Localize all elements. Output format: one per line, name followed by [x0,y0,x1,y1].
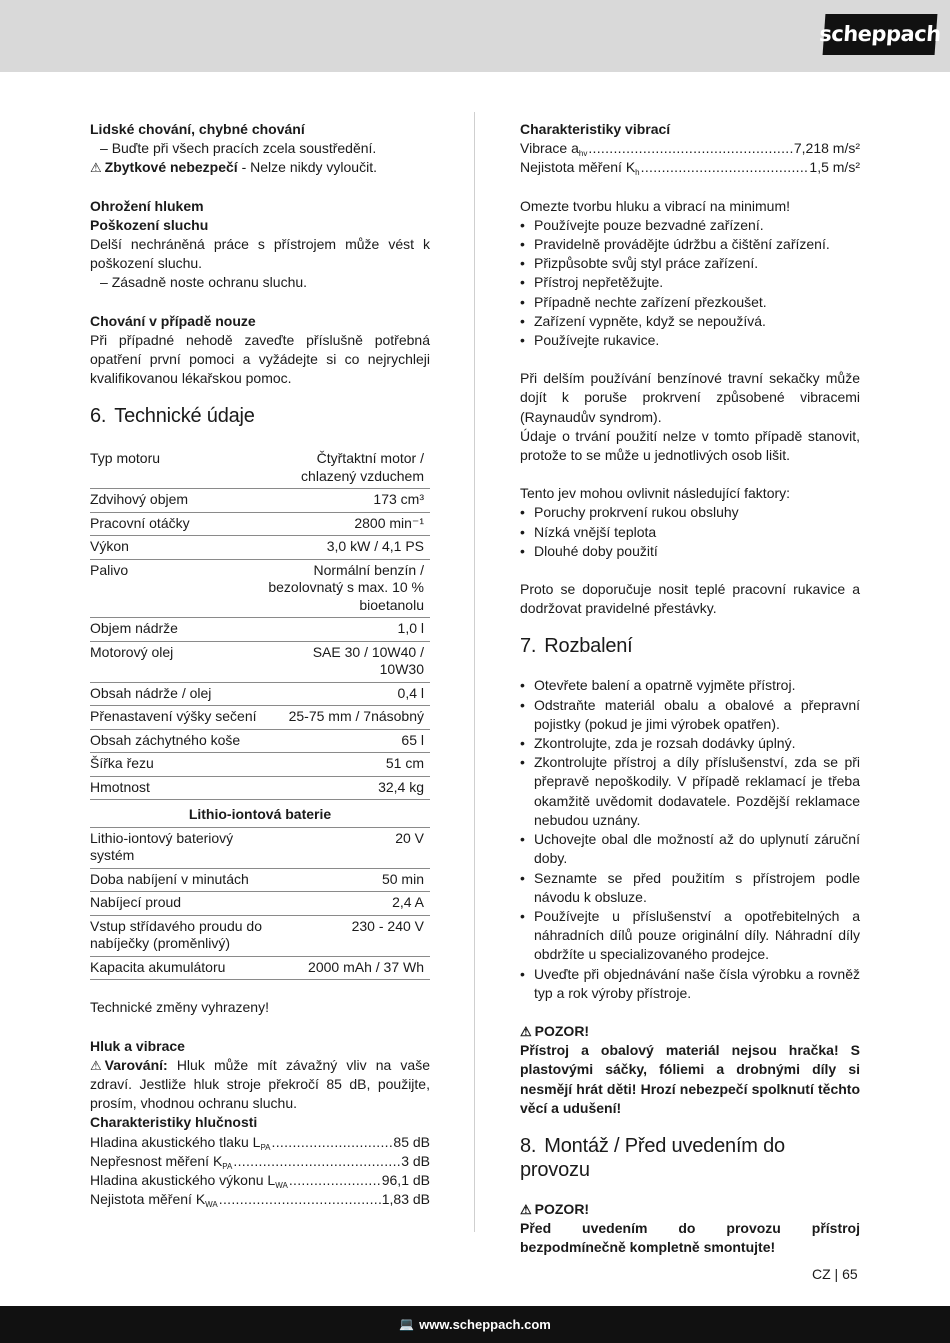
warning-icon: ⚠ [520,1201,532,1217]
spec-label: Palivo [90,559,265,618]
hearing-dash-item: – Zásadně noste ochranu sluchu. [90,273,430,292]
dot-leader [233,1152,400,1171]
spec-row [90,641,430,682]
raynaud-text: Při delším používání benzínové travní sekačky může dojít k poruše prokrvení způsobené vibracemi (Raynaudův syndrom). [520,370,860,425]
spec-label: Přenastavení výšky sečení [90,706,265,730]
dot-leader [641,158,809,177]
battery-section-row [90,800,430,828]
spec-value: SAE 30 / 10W40 / 10W30 [265,641,430,682]
measurement-label-text: Nejistota měření K [90,1191,206,1208]
spec-label: Obsah záchytného koše [90,729,265,753]
list-item: • Používejte pouze bezvadné zařízení. [520,216,860,235]
spec-label: Obsah nádrže / olej [90,682,265,706]
list-item: • Zařízení vypněte, když se nepoužívá. [520,312,860,331]
spec-row [90,559,430,618]
noise-char-title: Charakteristiky hlučnosti [90,1114,258,1131]
battery-label: Lithio-iontový bateriový systém [90,827,265,868]
human-title: Lidské chování, chybné chování [90,121,305,137]
section-6-heading [90,404,430,428]
list-item: • Případně nechte zařízení přezkoušet. [520,293,860,312]
measurement-subscript: WA [275,1181,288,1191]
battery-value: 2000 mAh / 37 Wh [265,956,430,980]
spec-label: Objem nádrže [90,618,265,642]
residual-label: Zbytkové nebezpečí [104,159,238,176]
caution-1-label: POZOR! [534,1022,590,1039]
spec-row [90,536,430,560]
hearing-text: Delší nechráněná práce s přístrojem může vést k poškození sluchu. [90,236,430,272]
spec-label: Zdvihový objem [90,489,265,513]
brand-logo: scheppach [823,14,938,55]
dot-leader [588,139,793,158]
list-item: • Odstraňte materiál obalu a obalové a přepravní pojistky (pokud je jimi výrobek opatřen). [520,696,860,734]
spec-label: Typ motoru [90,448,265,489]
list-item: • Používejte rukavice. [520,331,860,350]
noise-title: Ohrožení hlukem [90,197,204,214]
minimize-list [520,216,860,350]
spec-value: Normální benzín / bezolovnatý s max. 10 % bioetanolu [265,559,430,618]
measurement-value: 3 dB [401,1152,430,1169]
list-item: • Přístroj nepřetěžujte. [520,273,860,292]
website-link[interactable]: www.scheppach.com [419,1316,551,1332]
dot-leader [289,1171,381,1190]
spec-label: Pracovní otáčky [90,512,265,536]
residual-risk [90,158,430,177]
measurement-label [90,1133,271,1152]
spec-row [90,512,430,536]
list-item: • Dlouhé doby použití [520,542,860,561]
list-item: • Otevřete balení a opatrně vyjměte přístroj. [520,676,860,695]
list-item: • Přizpůsobte svůj styl práce zařízení. [520,254,860,273]
spec-label: Výkon [90,536,265,560]
spec-value: 65 l [265,729,430,753]
duration-text: Údaje o trvání použití nelze v tomto případě stanovit, protože to se může u jednotlivých osob lišit. [520,427,860,464]
measurement-subscript: PA [222,1161,233,1171]
gloves-text: Proto se doporučuje nosit teplé pracovní rukavice a dodržovat pravidelné přestávky. [520,581,860,617]
tech-changes-note: Technické změny vyhrazeny! [90,999,269,1016]
warning-text [90,1056,430,1114]
measurement-row [90,1190,430,1209]
caution-2-text: Před uvedením do provozu přístroj bezpodmínečně kompletně smontujte! [520,1220,860,1256]
section-7-number: 7. [520,635,537,658]
measurement-label [520,158,640,177]
list-item: • Zkontrolujte přístroj a díly příslušenství, zda se při přepravě nepoškodily. V případě reklamací je třeba okamžitě uvědomit dodavatele. Pozdější reklamace nebudou uznány. [520,753,860,830]
list-item: • Nízká vnější teplota [520,523,860,542]
battery-row [90,868,430,892]
list-item: • Pravidelně provádějte údržbu a čištění zařízení. [520,235,860,254]
noise-vibration-title: Hluk a vibrace [90,1037,185,1054]
section-8-number: 8. [520,1134,537,1157]
computer-icon: 💻 [399,1316,415,1331]
spec-row [90,706,430,730]
noise-values [90,1133,430,1210]
right-column [520,120,860,1258]
caution-1 [520,1022,860,1041]
spec-value: 2800 min⁻¹ [265,512,430,536]
measurement-label-text: Vibrace a [520,140,579,157]
vibration-title: Charakteristiky vibrací [520,121,671,137]
minimize-text: Omezte tvorbu hluku a vibrací na minimum! [520,197,790,214]
battery-value: 20 V [265,827,430,868]
spec-label: Motorový olej [90,641,265,682]
spec-value: 173 cm³ [265,489,430,513]
battery-label: Kapacita akumulátoru [90,956,265,980]
warning-body: Hluk může mít závažný vliv na vaše zdraví. Jestliže hluk stroje překročí 85 dB, použijte, prosím, vhodnou ochranu sluchu. [90,1056,430,1112]
spec-label: Hmotnost [90,776,265,800]
measurement-label [520,139,587,158]
measurement-subscript: WA [205,1200,218,1210]
measurement-label-text: Nepřesnost měření K [90,1152,223,1169]
warning-icon: ⚠ [520,1023,532,1039]
battery-row [90,827,430,868]
section-8-heading [520,1134,860,1182]
battery-label: Nabíjecí proud [90,892,265,916]
measurement-value: 85 dB [393,1133,430,1150]
spec-value: Čtyřtaktní motor / chlazený vzduchem [265,448,430,489]
measurement-label [90,1171,288,1190]
measurement-value: 1,83 dB [381,1191,430,1208]
header-bar [0,0,950,72]
spec-label: Šířka řezu [90,753,265,777]
measurement-value: 96,1 dB [381,1172,430,1189]
battery-row [90,892,430,916]
factors-list [520,503,860,561]
measurement-value: 1,5 m/s² [809,159,860,176]
spec-table [90,448,430,980]
measurement-row [520,139,860,158]
list-item: • Uchovejte obal dle možností až do uplynutí záruční doby. [520,830,860,868]
battery-label: Doba nabíjení v minutách [90,868,265,892]
battery-title: Lithio-iontová baterie [90,800,430,828]
section-6-title: Technické údaje [114,405,255,428]
spec-value: 25-75 mm / 7násobný [265,706,430,730]
warning-label: Varování: [104,1056,168,1073]
list-item: • Zkontrolujte, zda je rozsah dodávky úplný. [520,734,860,753]
left-column [90,120,430,1209]
footer-bar [0,1306,950,1343]
measurement-subscript: hv [578,149,588,159]
residual-text: - Nelze nikdy vyloučit. [237,159,377,176]
spec-value: 0,4 l [265,682,430,706]
spec-row [90,618,430,642]
spec-value: 1,0 l [265,618,430,642]
measurement-label [90,1190,218,1209]
measurement-row [90,1152,430,1171]
section-6-number: 6. [90,405,107,428]
spec-row [90,729,430,753]
vibration-values [520,139,860,177]
section-8-title: Montáž / Před uvedením do provozu [520,1134,785,1181]
human-dash-item: – Buďte při všech pracích zcela soustředění. [90,139,430,158]
list-item: • Používejte u příslušenství a opotřebitelných a náhradních dílů pouze originální díly. Náhradní díly obdržíte u specializovaného prodejce. [520,907,860,965]
list-item: • Poruchy prokrvení rukou obsluhy [520,503,860,522]
battery-row [90,956,430,980]
emergency-text: Při případné nehodě zaveďte příslušně potřebná opatření první pomoci a vyžádejte si co nejrychleji kvalifikovanou lékařskou pomoc. [90,331,430,387]
measurement-label-text: Nejistota měření K [520,159,636,176]
emergency-title: Chování v případě nouze [90,312,256,329]
caution-1-text: Přístroj a obalový materiál nejsou hračka! S plastovými sáčky, fóliemi a drobnými díly si nesmějí hrát děti! Hrozí nebezpečí spolknutí těchto věcí a udušení! [520,1042,860,1116]
measurement-value: 7,218 m/s² [793,140,860,157]
section-7-heading [520,634,860,658]
battery-row [90,915,430,956]
measurement-subscript: PA [260,1142,271,1152]
section-7-title: Rozbalení [544,635,633,658]
unpack-list [520,676,860,1002]
warning-icon: ⚠ [90,1057,102,1073]
battery-value: 2,4 A [265,892,430,916]
measurement-label [90,1152,232,1171]
spec-row [90,682,430,706]
spec-row [90,753,430,777]
battery-value: 50 min [265,868,430,892]
measurement-subscript: h [635,168,640,178]
spec-value: 51 cm [265,753,430,777]
spec-row [90,448,430,489]
list-item: • Seznamte se před použitím s přístrojem podle návodu k obsluze. [520,869,860,907]
battery-label: Vstup střídavého proudu do nabíječky (proměnlivý) [90,915,265,956]
caution-2 [520,1200,860,1219]
measurement-label-text: Hladina akustického tlaku L [90,1133,261,1150]
measurement-row [90,1171,430,1190]
factors-text: Tento jev mohou ovlivnit následující faktory: [520,485,791,502]
measurement-label-text: Hladina akustického výkonu L [90,1172,276,1189]
measurement-row [520,158,860,177]
measurement-row [90,1133,430,1152]
spec-value: 3,0 kW / 4,1 PS [265,536,430,560]
list-item: • Uveďte při objednávání naše čísla výrobku a rovněž typ a rok výroby přístroje. [520,965,860,1003]
dot-leader [219,1190,381,1209]
battery-value: 230 - 240 V [265,915,430,956]
dot-leader [272,1133,393,1152]
warning-icon: ⚠ [90,160,102,176]
column-divider [474,112,475,1232]
spec-row [90,776,430,800]
hearing-title: Poškození sluchu [90,216,209,233]
page-number: CZ | 65 [812,1266,858,1282]
spec-row [90,489,430,513]
spec-value: 32,4 kg [265,776,430,800]
caution-2-label: POZOR! [534,1200,590,1217]
